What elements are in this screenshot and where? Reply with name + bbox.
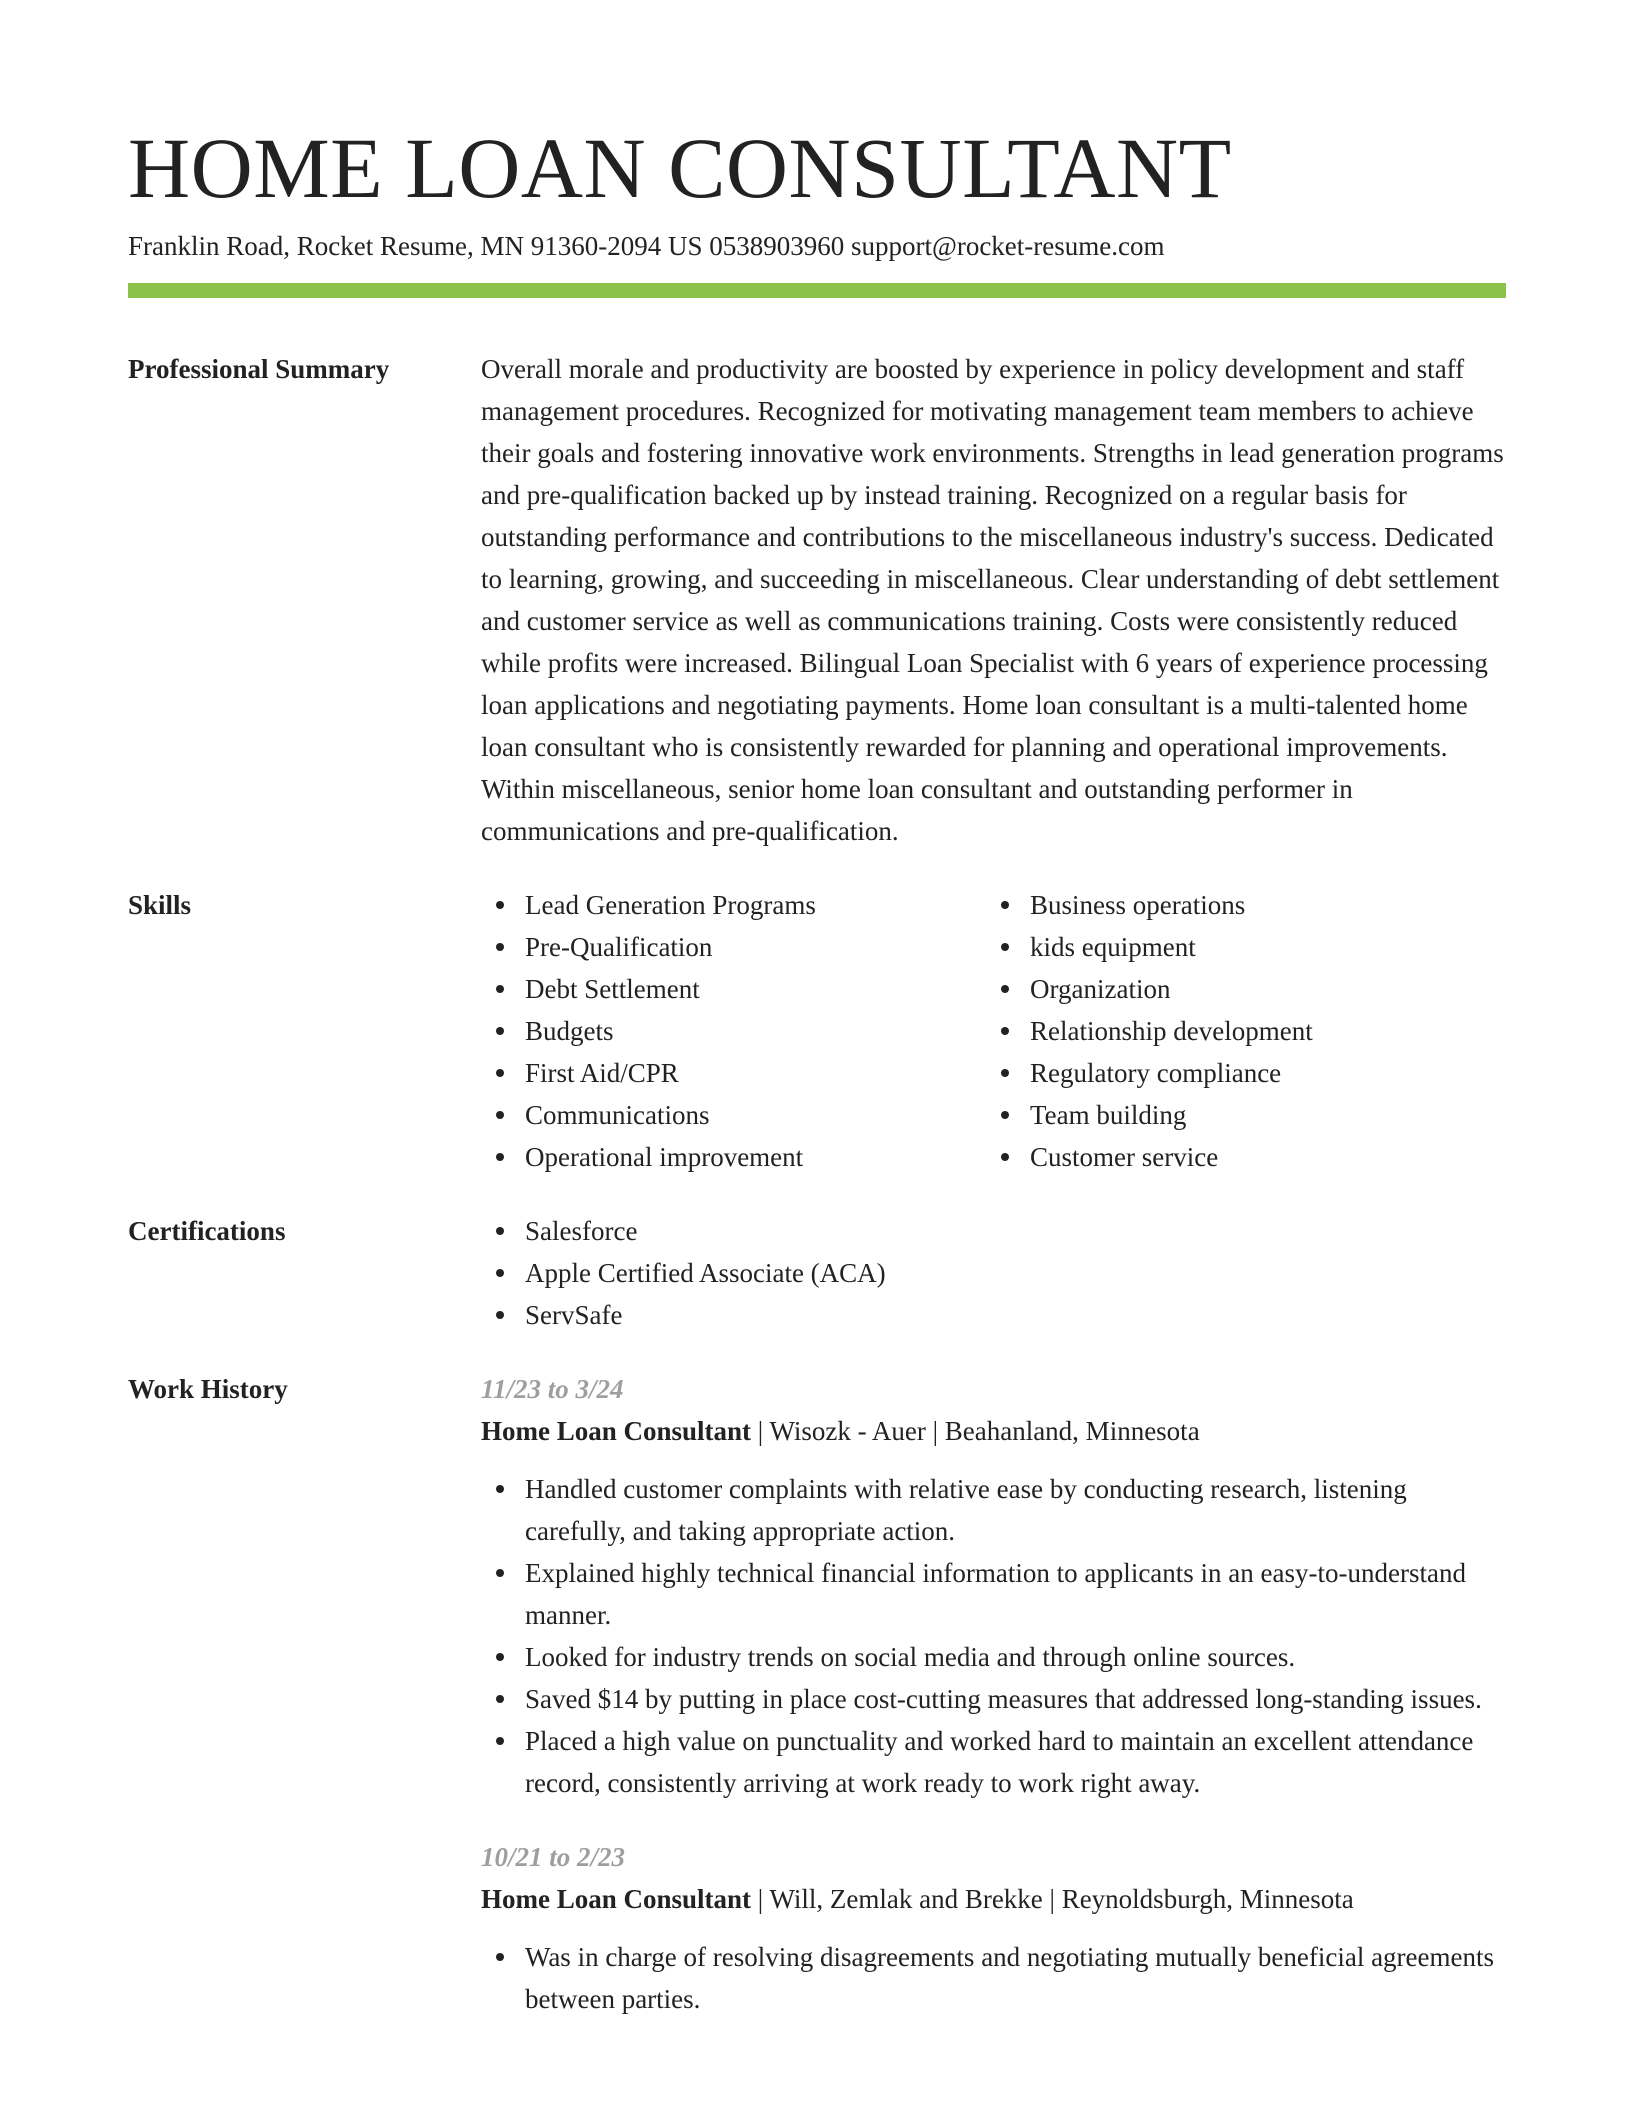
job-bullet: Handled customer complaints with relative ease by conducting research, listening carefully, and taking appropriate action. bbox=[481, 1468, 1506, 1552]
job-title-line bbox=[481, 1410, 1506, 1452]
section-certifications bbox=[128, 1210, 1506, 1336]
skill-item: Communications bbox=[481, 1094, 986, 1136]
job-employer-location: | Wisozk - Auer | Beahanland, Minnesota bbox=[751, 1416, 1200, 1446]
section-label: Certifications bbox=[128, 1216, 286, 1246]
section-label: Skills bbox=[128, 890, 192, 920]
section-skills bbox=[128, 884, 1506, 1178]
skill-item: Organization bbox=[986, 968, 1491, 1010]
skill-item: Pre-Qualification bbox=[481, 926, 986, 968]
job-entry bbox=[481, 1368, 1506, 1804]
certification-item: Salesforce bbox=[481, 1210, 1506, 1252]
skill-item: kids equipment bbox=[986, 926, 1491, 968]
certification-item: Apple Certified Associate (ACA) bbox=[481, 1252, 1506, 1294]
job-title: Home Loan Consultant bbox=[481, 1416, 752, 1446]
resume-page bbox=[128, 118, 1506, 2020]
job-bullets bbox=[481, 1468, 1506, 1804]
certification-item: ServSafe bbox=[481, 1294, 1506, 1336]
section-label: Work History bbox=[128, 1374, 288, 1404]
skills-list-right bbox=[986, 884, 1491, 1178]
certifications-body bbox=[481, 1210, 1506, 1336]
section-professional-summary bbox=[128, 348, 1506, 852]
job-bullet: Was in charge of resolving disagreements and negotiating mutually beneficial agreements between parties. bbox=[481, 1936, 1506, 2020]
job-title-line bbox=[481, 1878, 1506, 1920]
skill-item: Customer service bbox=[986, 1136, 1491, 1178]
job-bullet: Looked for industry trends on social media and through online sources. bbox=[481, 1636, 1506, 1678]
skill-item: Relationship development bbox=[986, 1010, 1491, 1052]
job-bullet: Saved $14 by putting in place cost-cutting measures that addressed long-standing issues. bbox=[481, 1678, 1506, 1720]
skill-item: Budgets bbox=[481, 1010, 986, 1052]
summary-text: Overall morale and productivity are boosted by experience in policy development and staff management procedures. Recognized for motivating management team members to achieve their goals and fostering innovative work environments. Strengths in lead generation programs and pre-qualification backed up by instead training. Recognized on a regular basis for outstanding performance and contributions to the miscellaneous industry's success. Dedicated to learning, growing, and succeeding in miscellaneous. Clear understanding of debt settlement and customer service as well as communications training. Costs were consistently reduced while profits were increased. Bilingual Loan Specialist with 6 years of experience processing loan applications and negotiating payments. Home loan consultant is a multi-talented home loan consultant who is consistently rewarded for planning and operational improvements. Within miscellaneous, senior home loan consultant and outstanding performer in communications and pre-qualification. bbox=[481, 354, 1504, 846]
skill-item: Team building bbox=[986, 1094, 1491, 1136]
resume-name-heading: HOME LOAN CONSULTANT bbox=[128, 120, 1232, 216]
job-dates: 10/21 to 2/23 bbox=[481, 1842, 626, 1872]
certifications-list bbox=[481, 1210, 1506, 1336]
job-entry bbox=[481, 1836, 1506, 2020]
skill-item: First Aid/CPR bbox=[481, 1052, 986, 1094]
job-bullets bbox=[481, 1936, 1506, 2020]
skills-grid bbox=[481, 884, 1506, 1178]
skills-body bbox=[481, 884, 1506, 1178]
job-title: Home Loan Consultant bbox=[481, 1884, 752, 1914]
skill-item: Business operations bbox=[986, 884, 1491, 926]
skill-item: Debt Settlement bbox=[481, 968, 986, 1010]
job-dates: 11/23 to 3/24 bbox=[481, 1374, 624, 1404]
skill-item: Operational improvement bbox=[481, 1136, 986, 1178]
work-history-body bbox=[481, 1368, 1506, 2020]
section-label: Professional Summary bbox=[128, 354, 390, 384]
job-bullet: Placed a high value on punctuality and worked hard to maintain an excellent attendance record, consistently arriving at work ready to work right away. bbox=[481, 1720, 1506, 1804]
section-work-history bbox=[128, 1368, 1506, 2020]
job-employer-location: | Will, Zemlak and Brekke | Reynoldsburgh, Minnesota bbox=[751, 1884, 1354, 1914]
accent-divider bbox=[128, 283, 1506, 298]
skills-list-left bbox=[481, 884, 986, 1178]
contact-line: Franklin Road, Rocket Resume, MN 91360-2094 US 0538903960 support@rocket-resume.com bbox=[128, 231, 1165, 261]
job-bullet: Explained highly technical financial information to applicants in an easy-to-understand manner. bbox=[481, 1552, 1506, 1636]
skill-item: Regulatory compliance bbox=[986, 1052, 1491, 1094]
skill-item: Lead Generation Programs bbox=[481, 884, 986, 926]
